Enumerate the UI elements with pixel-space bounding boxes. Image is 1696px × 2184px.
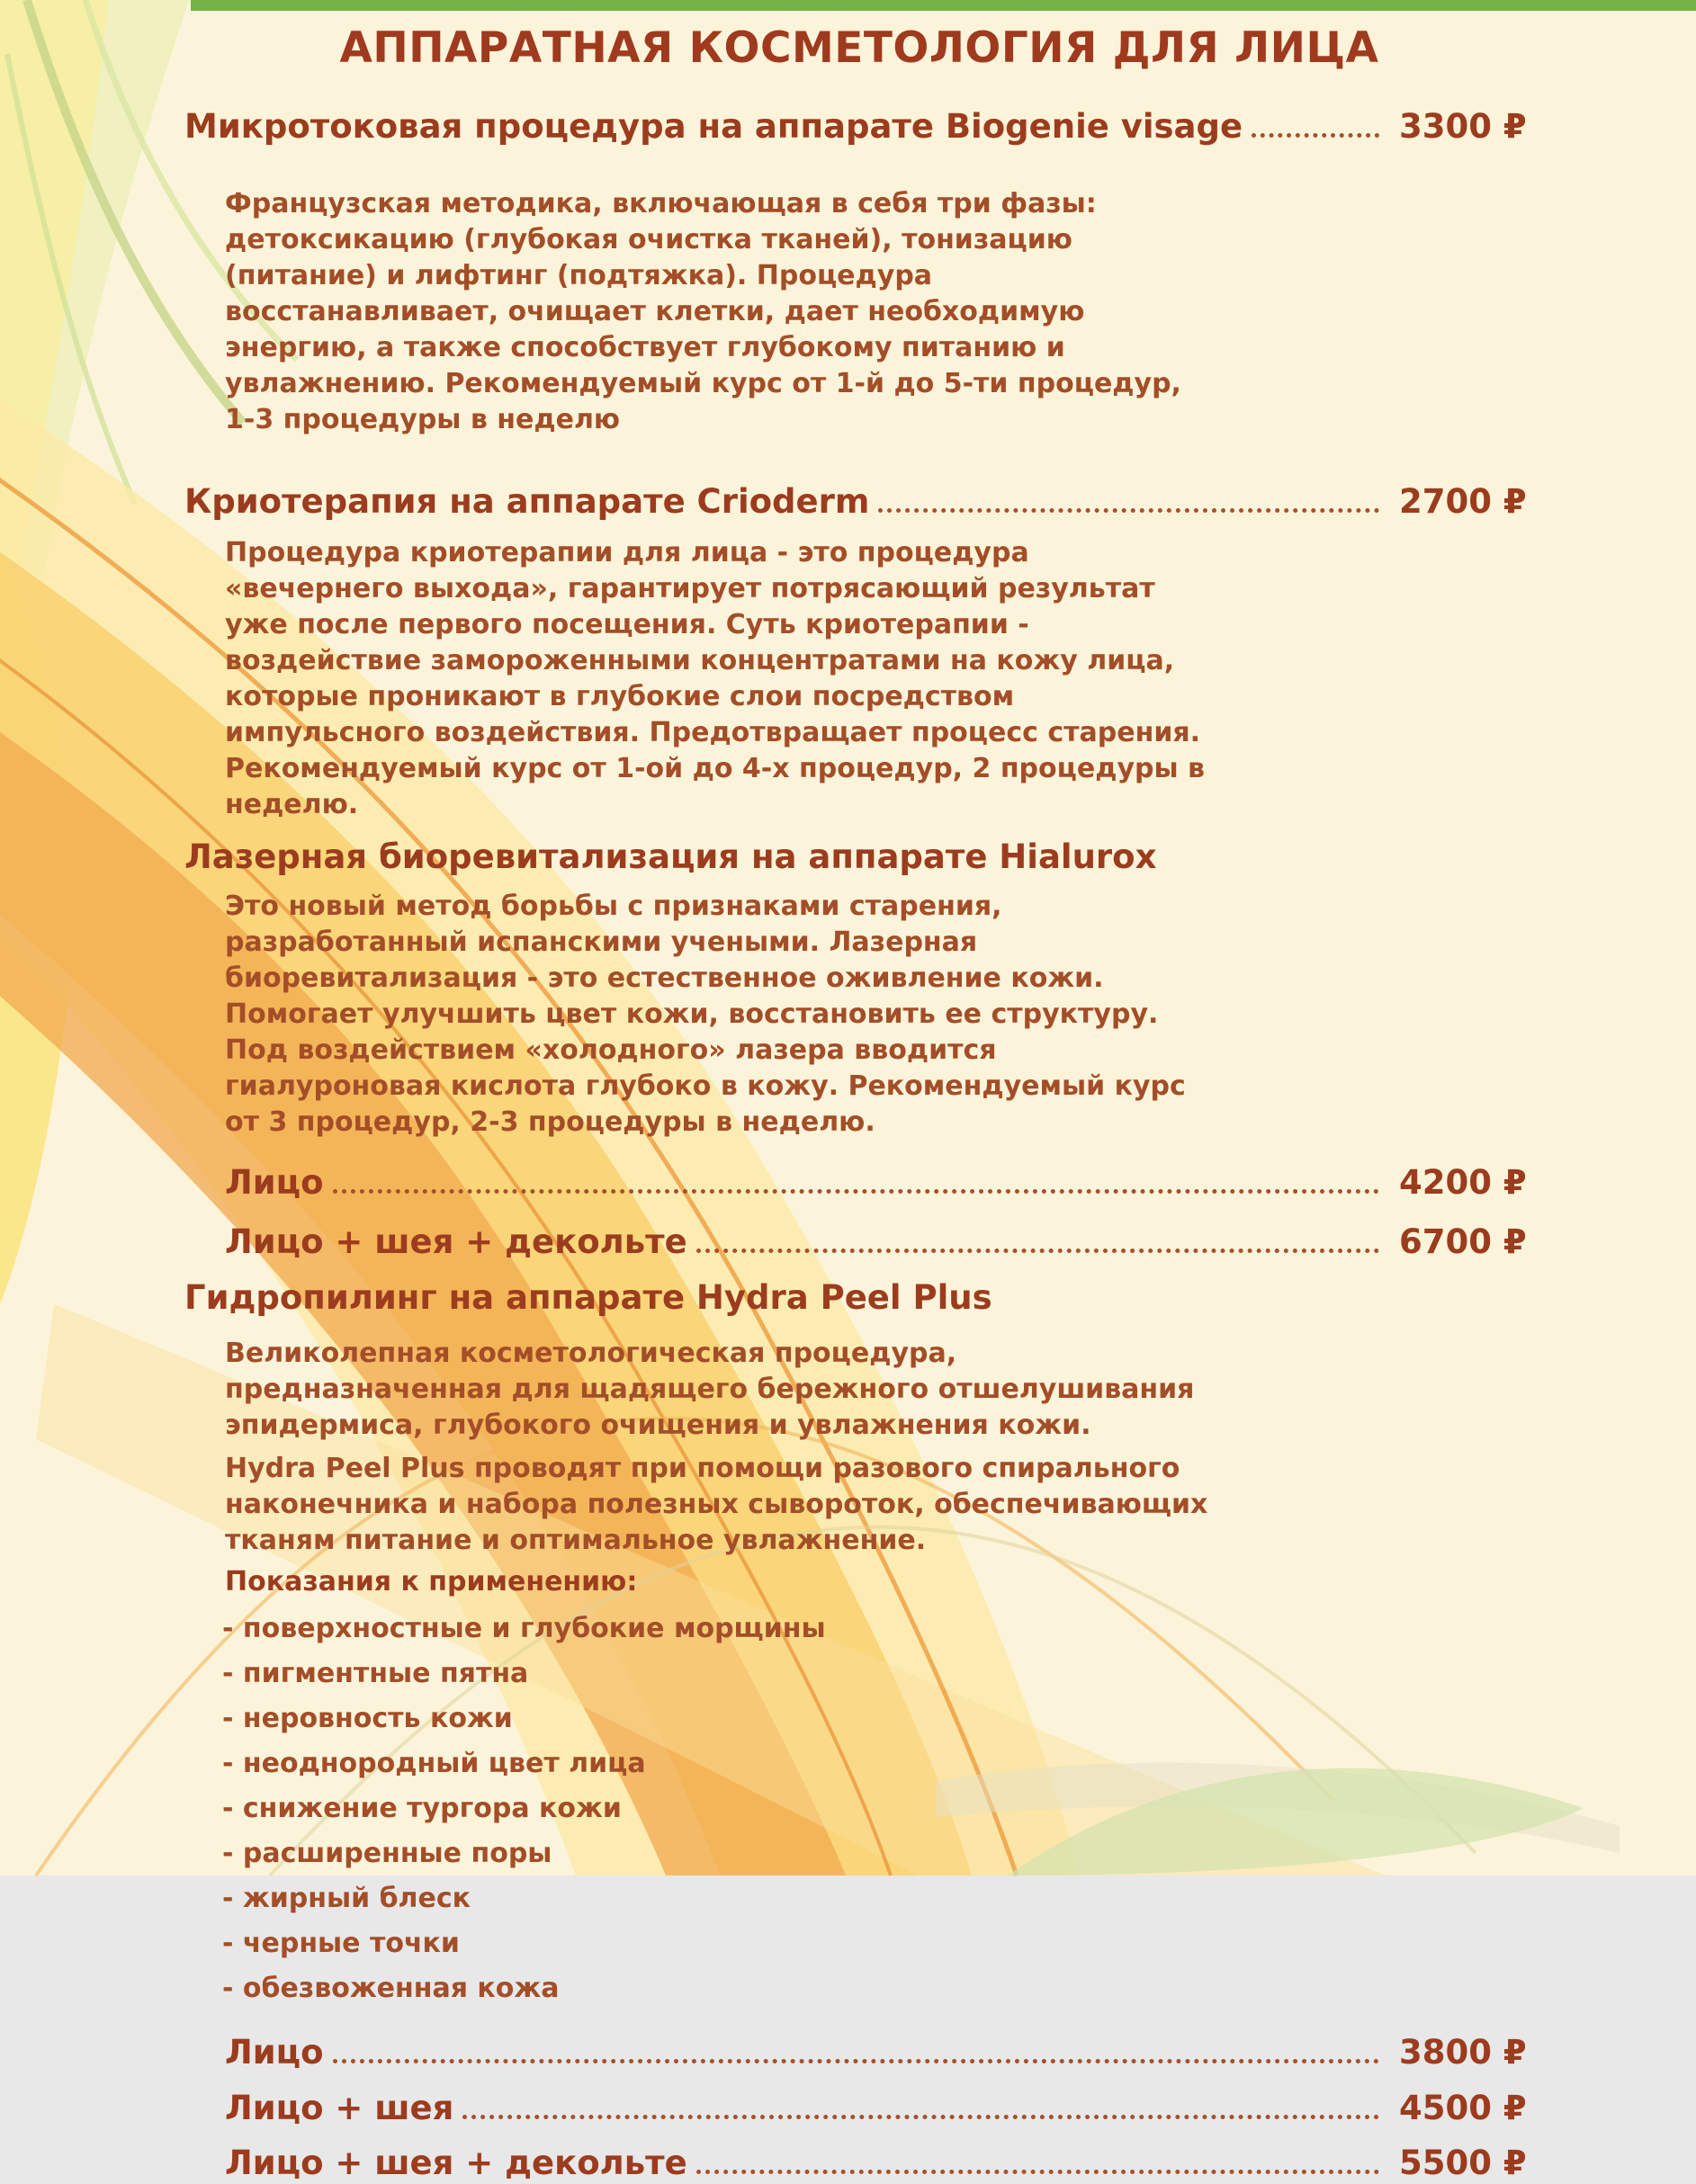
- indications-title: Показания к применению:: [225, 1566, 638, 1598]
- option-label: Лицо: [225, 1163, 324, 1202]
- service-row-crioderm: [184, 481, 1534, 523]
- indication-item: - расширенные поры: [222, 1838, 552, 1869]
- dotted-leader: [878, 481, 1379, 523]
- price-row-hydra-face: [225, 2032, 1534, 2073]
- option-label: Лицо + шея + декольте: [225, 2144, 687, 2182]
- top-accent-bar: [191, 0, 1696, 11]
- service-row-biogenie: [184, 106, 1534, 148]
- service-name: Криотерапия на аппарате Crioderm: [184, 482, 870, 521]
- indication-item: - неровность кожи: [222, 1703, 513, 1734]
- dotted-leader: [696, 1222, 1379, 1263]
- option-price: 4200 ₽: [1399, 1163, 1527, 1202]
- hydra-peel-paragraph-1: Великолепная косметологическая процедура, предназначенная для щадящего бережного отшелушивания эпидермиса, глубокого очищения и увлажнения кожи.: [225, 1338, 1195, 1441]
- option-price: 6700 ₽: [1399, 1222, 1527, 1261]
- indication-item: - снижение тургора кожи: [222, 1793, 622, 1824]
- service-price: 2700 ₽: [1399, 482, 1527, 521]
- option-label: Лицо + шея: [225, 2089, 454, 2127]
- hydra-peel-paragraph-2: Hydra Peel Plus проводят при помощи разового спирального наконечника и набора полезных сывороток, обеспечивающих тканям питание и оптимальное увлажнение.: [225, 1453, 1208, 1556]
- indication-item: - обезвоженная кожа: [222, 1973, 560, 2004]
- dotted-leader: [696, 2143, 1379, 2184]
- option-label: Лицо: [225, 2033, 324, 2072]
- indication-item: - жирный блеск: [222, 1883, 471, 1914]
- service-description-crioderm: Процедура криотерапии для лица - это процедура «вечернего выхода», гарантирует потрясающий результат уже после первого посещения. Суть криотерапии - воздействие замороженными концентратами на кожу лица, которые проникают в глубокие слои посредством импульсного воздействия. Предотвращает процесс старения. Рекомендуемый курс от 1-ой до 4-х процедур, 2 процедуры в неделю.: [225, 537, 1206, 820]
- dotted-leader: [333, 1162, 1379, 1204]
- indication-item: - неоднородный цвет лица: [222, 1748, 646, 1779]
- service-description-biogenie: Французская методика, включающая в себя три фазы: детоксикацию (глубокая очистка тканей), тонизацию (питание) и лифтинг (подтяжка). Процедура восстанавливает, очищает клетки, дает необходимую энергию, а также способствует глубокому питанию и увлажнению. Рекомендуемый курс от 1-й до 5-ти процедур, 1-3 процедуры в неделю: [225, 188, 1181, 435]
- price-row-hialurox-face: [225, 1162, 1534, 1204]
- indication-item: - пигментные пятна: [222, 1658, 529, 1689]
- option-price: 3800 ₽: [1399, 2033, 1527, 2072]
- dotted-leader: [333, 2032, 1379, 2073]
- dotted-leader: [1252, 106, 1379, 148]
- service-heading-hialurox: Лазерная биоревитализация на аппарате Hialurox: [184, 837, 1157, 876]
- price-list-content: [184, 0, 1534, 2184]
- option-price: 4500 ₽: [1399, 2089, 1527, 2127]
- service-price: 3300 ₽: [1399, 107, 1527, 146]
- service-heading-hydra-peel: Гидропилинг на аппарате Hydra Peel Plus: [184, 1278, 992, 1317]
- indication-item: - черные точки: [222, 1928, 460, 1959]
- price-row-hialurox-face-neck-decollete: [225, 1222, 1534, 1263]
- price-row-hydra-face-neck-decollete: [225, 2143, 1534, 2184]
- dotted-leader: [462, 2088, 1379, 2129]
- page-title: АППАРАТНАЯ КОСМЕТОЛОГИЯ ДЛЯ ЛИЦА: [339, 23, 1379, 73]
- price-row-hydra-face-neck: [225, 2088, 1534, 2129]
- service-description-hialurox: Это новый метод борьбы с признаками старения, разработанный испанскими учеными. Лазерная биоревитализация - это естественное оживление кожи. Помогает улучшить цвет кожи, восстановить ее структуру. Под воздействием «холодного» лазера вводится гиалуроновая кислота глубоко в кожу. Рекомендуемый курс от 3 процедур, 2-3 процедуры в неделю.: [225, 891, 1186, 1138]
- option-price: 5500 ₽: [1399, 2144, 1527, 2182]
- option-label: Лицо + шея + декольте: [225, 1222, 687, 1261]
- indication-item: - поверхностные и глубокие морщины: [222, 1613, 826, 1644]
- service-name: Микротоковая процедура на аппарате Biogenie visage: [184, 107, 1243, 146]
